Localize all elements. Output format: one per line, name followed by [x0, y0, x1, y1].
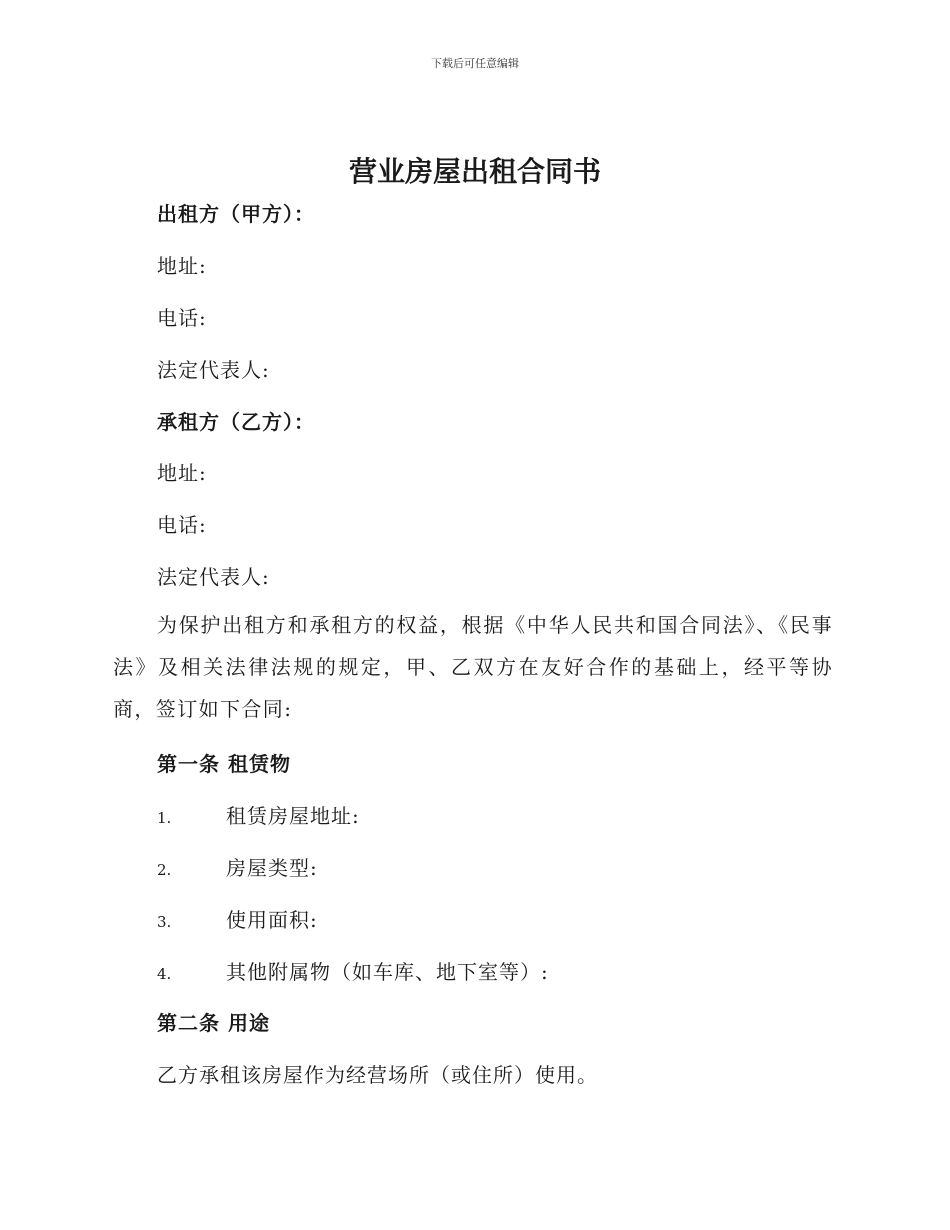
lessor-representative: 法定代表人: [157, 358, 270, 382]
list-number: 2. [157, 861, 172, 879]
list-item [157, 904, 318, 933]
list-text: 租赁房屋地址: [226, 804, 360, 828]
list-text: 其他附属物（如车库、地下室等）: [226, 960, 549, 984]
document-title: 营业房屋出租合同书 [348, 155, 601, 188]
article2-body: 乙方承租该房屋作为经营场所（或住所）使用。 [157, 1063, 598, 1087]
lessor-heading: 出租方（甲方）： [157, 202, 315, 226]
list-item [157, 956, 549, 985]
preamble-paragraph: 为保护出租方和承租方的权益，根据《中华人民共和国合同法》、《民事法》及相关法律法规的规定，甲、乙双方在友好合作的基础上，经平等协商，签订如下合同: [113, 613, 833, 721]
lessee-phone: 电话: [157, 513, 207, 537]
list-text: 房屋类型: [226, 856, 318, 880]
list-number: 3. [157, 913, 172, 931]
article1-heading: 第一条 租赁物 [157, 752, 291, 776]
list-number: 1. [157, 809, 172, 827]
header-note: 下载后可任意编辑 [431, 57, 519, 70]
lessee-address: 地址: [157, 461, 207, 485]
list-number: 4. [157, 965, 172, 983]
lessor-address: 地址: [157, 254, 207, 278]
lessee-representative: 法定代表人: [157, 565, 270, 589]
article2-heading: 第二条 用途 [157, 1011, 270, 1035]
lessee-heading: 承租方（乙方）： [157, 410, 315, 434]
lessor-phone: 电话: [157, 306, 207, 330]
list-item [157, 852, 318, 881]
list-text: 使用面积: [226, 908, 318, 932]
list-item [157, 800, 360, 829]
